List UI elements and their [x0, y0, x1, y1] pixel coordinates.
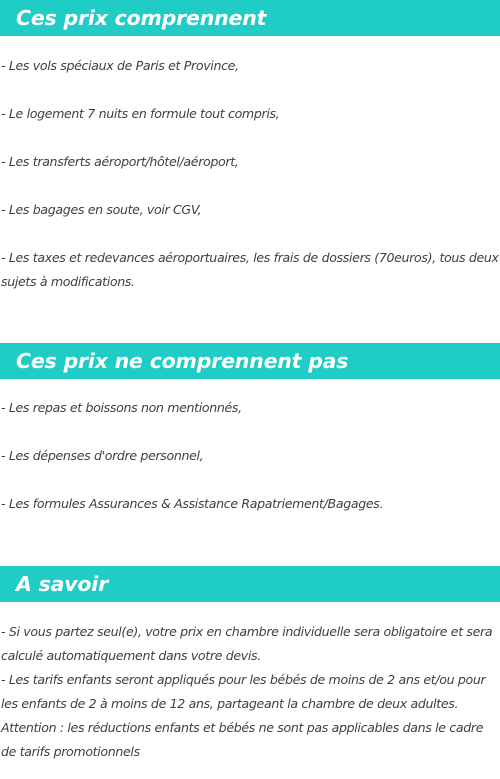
info-attention-note: Attention : les réductions enfants et bébés ne sont pas applicables dans le cadre de tarifs promotionnels [1, 720, 484, 759]
info-child-rates: - Les tarifs enfants seront appliqués pour les bébés de moins de 2 ans et/ou pour les enfants de 2 à moins de 12 ans, partageant la chambre de deux adultes. [1, 672, 486, 711]
section-header-included: Ces prix comprennent [0, 0, 500, 36]
section-header-not-included: Ces prix ne comprennent pas [0, 343, 500, 379]
included-item-lodging: - Le logement 7 nuits en formule tout compris, [1, 106, 280, 121]
included-item-transfers: - Les transferts aéroport/hôtel/aéroport, [1, 154, 239, 169]
included-item-baggage: - Les bagages en soute, voir CGV, [1, 202, 202, 217]
excluded-item-meals: - Les repas et boissons non mentionnés, [1, 400, 242, 415]
section-header-good-to-know: A savoir [0, 566, 500, 602]
excluded-item-insurance: - Les formules Assurances & Assistance Rapatriement/Bagages. [1, 496, 384, 511]
excluded-item-personal-expenses: - Les dépenses d'ordre personnel, [1, 448, 204, 463]
included-item-taxes: - Les taxes et redevances aéroportuaires, les frais de dossiers (70euros), tous deux sujets à modifications. [1, 250, 499, 289]
included-item-flights: - Les vols spéciaux de Paris et Province, [1, 58, 239, 73]
info-single-room: - Si vous partez seul(e), votre prix en chambre individuelle sera obligatoire et sera calculé automatiquement dans votre devis. [1, 624, 493, 663]
